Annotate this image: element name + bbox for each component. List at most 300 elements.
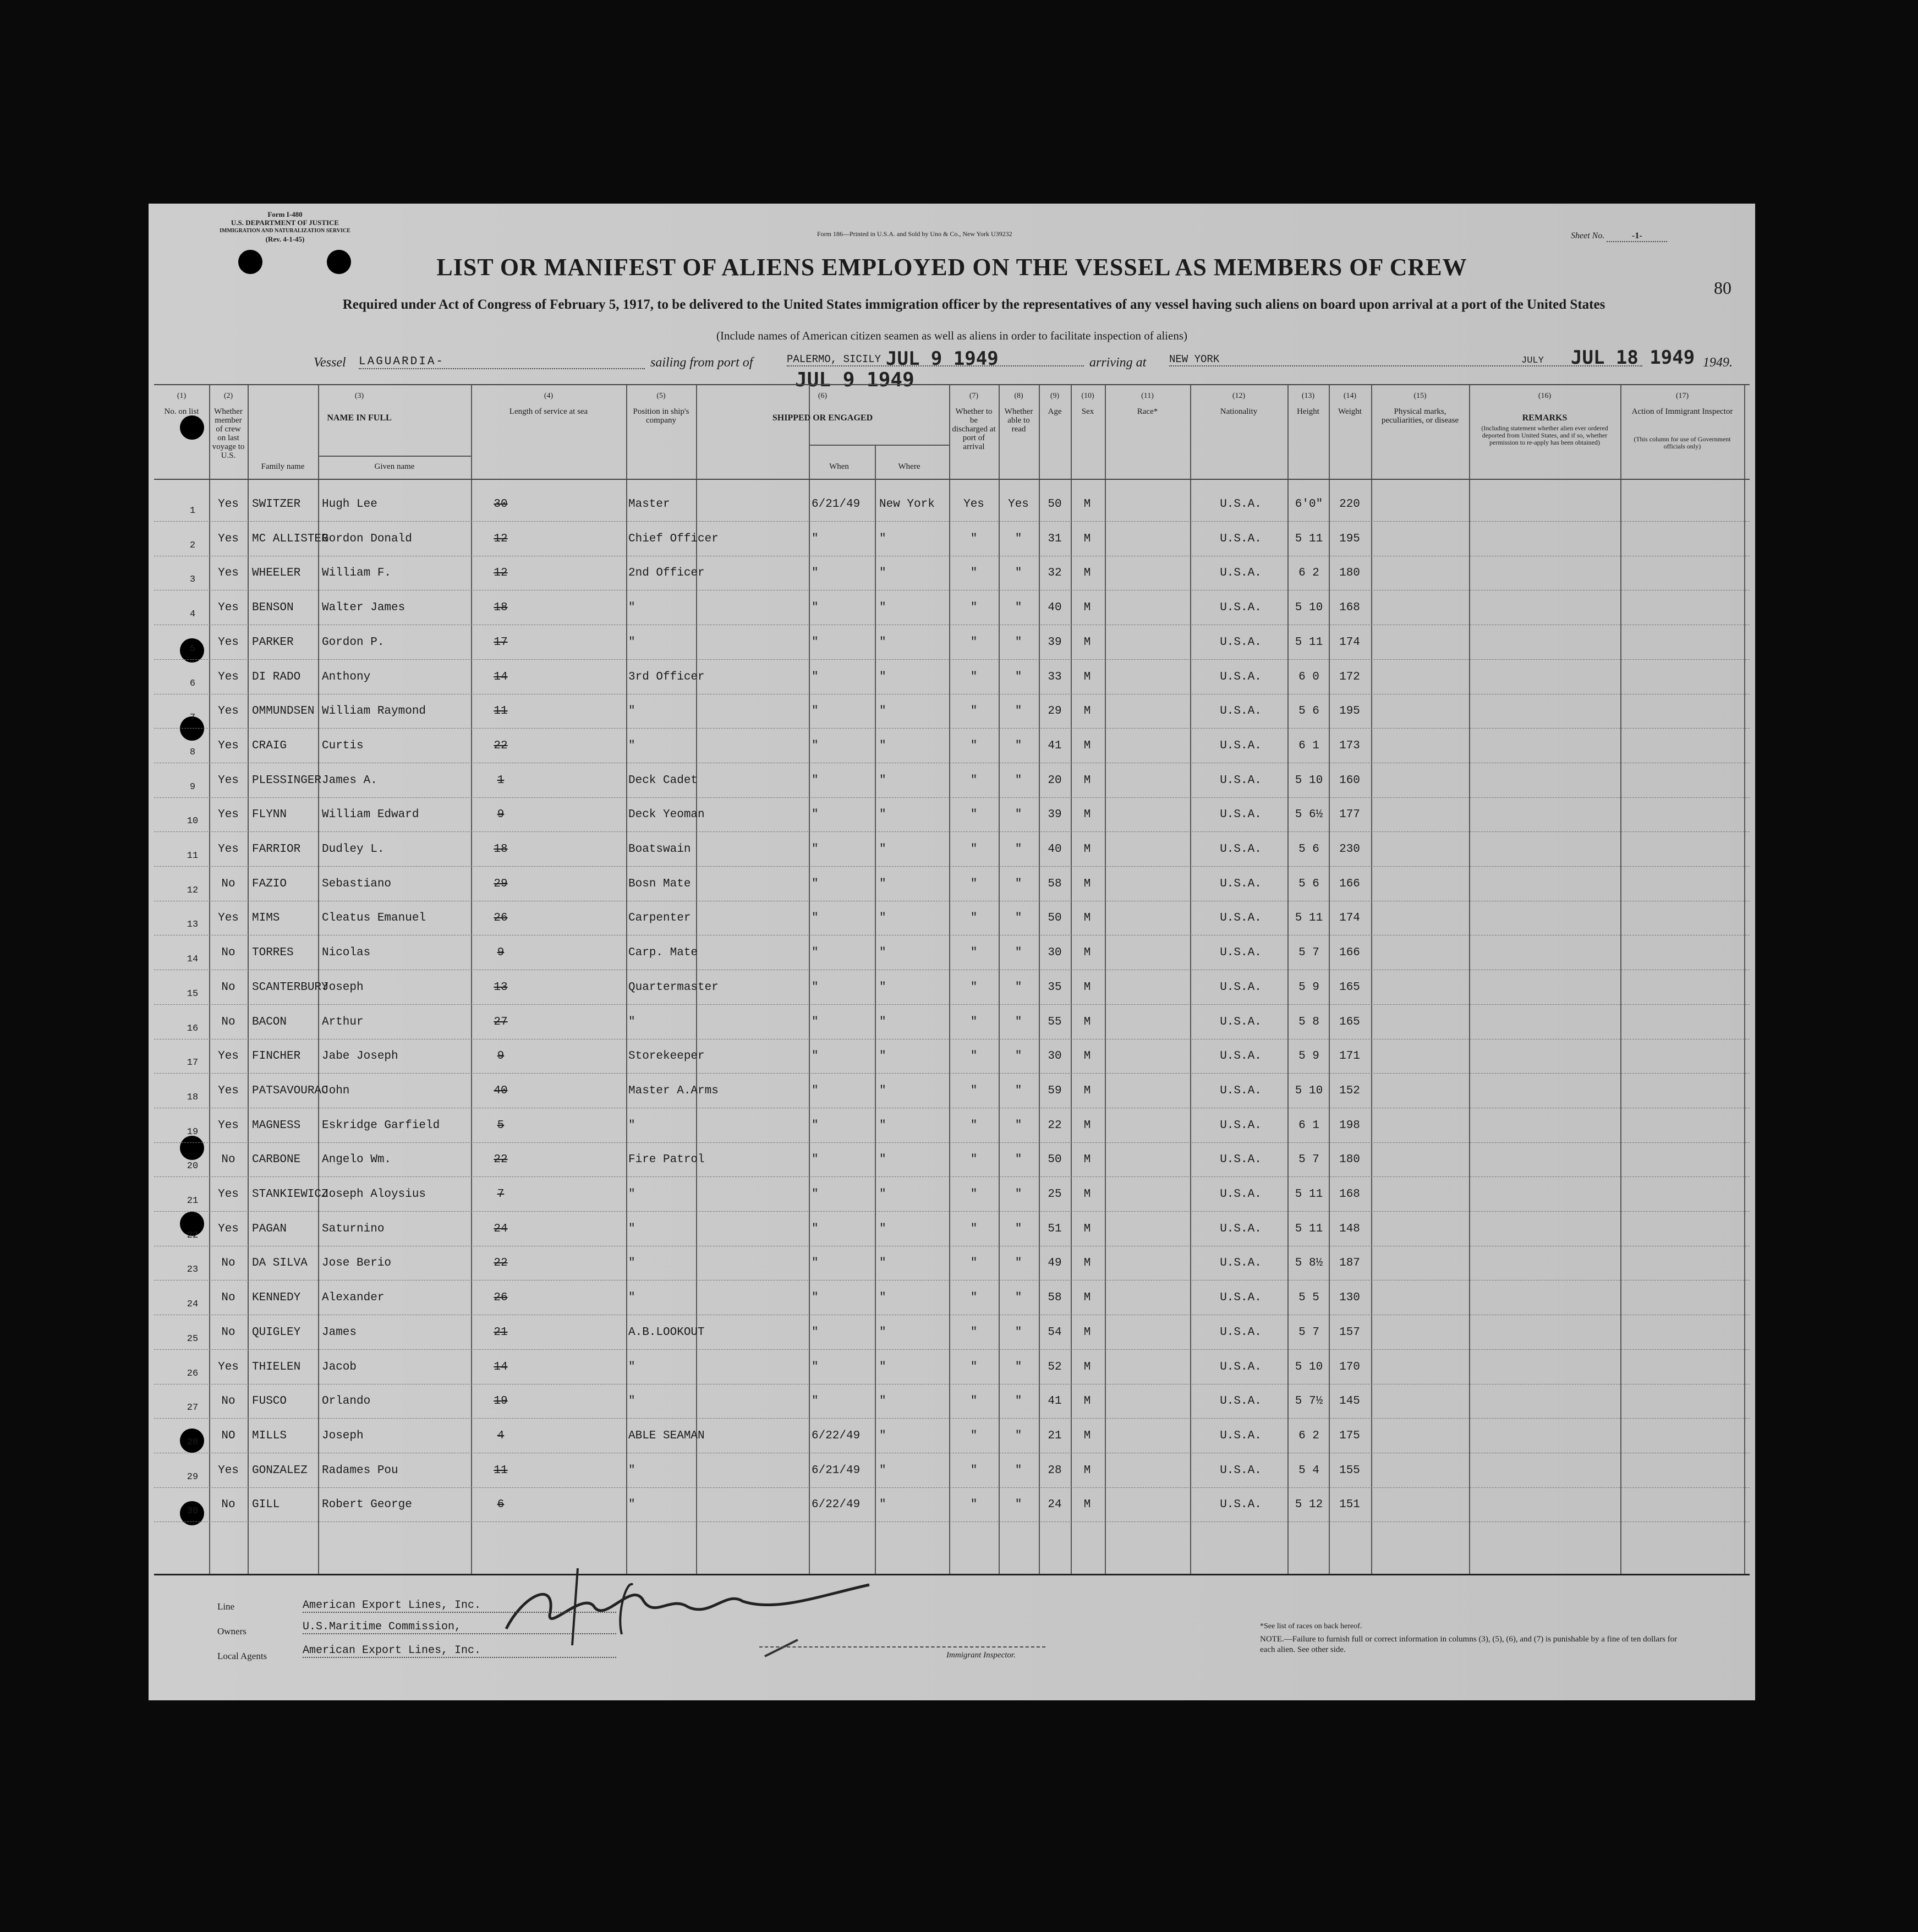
cell-sex: M [1083, 601, 1091, 615]
cell-discharged: " [970, 567, 978, 580]
table-row [154, 1315, 1750, 1350]
cell-when: " [812, 774, 819, 787]
column-number: (5) [656, 392, 666, 400]
cell-prev: Yes [218, 1119, 239, 1132]
inspector-label: Immigrant Inspector. [946, 1651, 1016, 1660]
cell-where: " [879, 1257, 886, 1270]
cell-sex: M [1083, 1360, 1091, 1373]
cell-service: 1 [497, 774, 505, 787]
cell-read: " [1015, 1015, 1022, 1028]
cell-height: 5 11 [1295, 532, 1323, 545]
cell-height: 5 11 [1295, 636, 1323, 649]
cell-when: " [812, 636, 819, 649]
cell-nationality: U.S.A. [1220, 739, 1262, 752]
cell-discharged: " [970, 670, 978, 683]
cell-nationality: U.S.A. [1220, 636, 1262, 649]
cell-no: 4 [189, 609, 196, 620]
cell-nationality: U.S.A. [1220, 981, 1262, 994]
column-number: (9) [1050, 392, 1060, 400]
cell-read: " [1015, 912, 1022, 925]
cell-where: " [879, 1291, 886, 1305]
cell-age: 21 [1048, 1429, 1062, 1442]
cell-age: 39 [1048, 808, 1062, 822]
cell-prev: NO [221, 1429, 235, 1442]
cell-discharged: " [970, 1498, 978, 1512]
cell-height: 5 8 [1298, 1015, 1319, 1028]
cell-service: 26 [494, 1291, 508, 1305]
cell-discharged: " [970, 1188, 978, 1201]
cell-read: " [1015, 1395, 1022, 1408]
cell-service: 18 [494, 601, 508, 615]
cell-weight: 151 [1339, 1498, 1360, 1512]
cell-prev: Yes [218, 1084, 239, 1097]
cell-age: 30 [1048, 1050, 1062, 1063]
footer-agents [217, 1644, 481, 1662]
cell-prev: No [221, 877, 235, 890]
cell-read: " [1015, 1153, 1022, 1167]
cell-discharged: " [970, 532, 978, 545]
column-number: (17) [1675, 392, 1689, 400]
cell-no: 14 [187, 954, 199, 965]
races-note: *See list of races on back hereof. [1260, 1622, 1362, 1630]
cell-position: Deck Cadet [628, 774, 698, 787]
cell-nationality: U.S.A. [1220, 1119, 1262, 1132]
cell-no: 23 [187, 1265, 199, 1276]
cell-service: 27 [494, 1015, 508, 1028]
column-header: SHIPPED OR ENGAGED [772, 413, 873, 423]
cell-prev: No [221, 1153, 235, 1167]
cell-read: " [1015, 808, 1022, 822]
cell-prev: Yes [218, 774, 239, 787]
cell-given: Orlando [322, 1395, 371, 1408]
cell-given: Radames Pou [322, 1464, 398, 1477]
cell-family: FARRIOR [252, 843, 301, 856]
crew-table [154, 384, 1750, 1575]
cell-family: WHEELER [252, 567, 301, 580]
cell-height: 5 10 [1295, 1360, 1323, 1373]
cell-position: " [628, 636, 635, 649]
cell-where: " [879, 1498, 886, 1512]
cell-service: 18 [494, 843, 508, 856]
table-row [154, 1280, 1750, 1315]
cell-where: " [879, 1360, 886, 1373]
cell-nationality: U.S.A. [1220, 843, 1262, 856]
cell-age: 32 [1048, 567, 1062, 580]
cell-discharged: " [970, 981, 978, 994]
column-number: (13) [1301, 392, 1315, 400]
cell-weight: 195 [1339, 705, 1360, 718]
cell-position: Bosn Mate [628, 877, 691, 890]
owners-value: U.S.Maritime Commission, [303, 1621, 616, 1634]
cell-service: 4 [497, 1429, 505, 1442]
cell-discharged: " [970, 1257, 978, 1270]
cell-prev: No [221, 1291, 235, 1305]
cell-no: 28 [187, 1437, 199, 1448]
table-row [154, 1487, 1750, 1522]
cell-when: " [812, 981, 819, 994]
cell-discharged: " [970, 1395, 978, 1408]
cell-age: 50 [1048, 912, 1062, 925]
cell-prev: No [221, 1257, 235, 1270]
cell-where: " [879, 981, 886, 994]
cell-nationality: U.S.A. [1220, 1188, 1262, 1201]
cell-height: 5 7½ [1295, 1395, 1323, 1408]
column-header: No. on list [164, 407, 199, 416]
cell-given: Jacob [322, 1360, 357, 1373]
cell-service: 22 [494, 739, 508, 752]
table-row [154, 590, 1750, 625]
penalty-note: NOTE.—Failure to furnish full or correct information in columns (3), (5), (6), and (7) is punishable by a fine of ten dollars for each alien. See other side. [1260, 1635, 1678, 1654]
column-subheader: (This column for use of Government officials only) [1634, 435, 1731, 450]
cell-no: 22 [187, 1230, 199, 1241]
cell-where: " [879, 1015, 886, 1028]
cell-family: FAZIO [252, 877, 287, 890]
cell-sex: M [1083, 912, 1091, 925]
cell-weight: 175 [1339, 1429, 1360, 1442]
cell-age: 59 [1048, 1084, 1062, 1097]
cell-position: Deck Yeoman [628, 808, 705, 822]
cell-given: Sebastiano [322, 877, 392, 890]
cell-discharged: Yes [963, 498, 984, 511]
cell-read: " [1015, 532, 1022, 545]
cell-where: " [879, 670, 886, 683]
table-row [154, 935, 1750, 970]
cell-prev: Yes [218, 670, 239, 683]
cell-given: William F. [322, 567, 392, 580]
cell-sex: M [1083, 1222, 1091, 1235]
cell-read: " [1015, 1119, 1022, 1132]
cell-nationality: U.S.A. [1220, 1257, 1262, 1270]
cell-weight: 166 [1339, 877, 1360, 890]
cell-height: 6 1 [1298, 739, 1319, 752]
cell-family: MILLS [252, 1429, 287, 1442]
cell-sex: M [1083, 1291, 1091, 1305]
cell-family: PAGAN [252, 1222, 287, 1235]
cell-where: " [879, 774, 886, 787]
cell-family: OMMUNDSEN [252, 705, 315, 718]
cell-given: John [322, 1084, 350, 1097]
cell-when: " [812, 1119, 819, 1132]
cell-discharged: " [970, 946, 978, 960]
table-row [154, 970, 1750, 1005]
cell-when: " [812, 739, 819, 752]
cell-position: " [628, 1360, 635, 1373]
cell-family: PLESSINGER [252, 774, 322, 787]
cell-no: 2 [189, 540, 196, 551]
cell-given: Gordon P. [322, 636, 385, 649]
cell-no: 27 [187, 1403, 199, 1414]
line-value: American Export Lines, Inc. [303, 1599, 616, 1613]
cell-read: " [1015, 1498, 1022, 1512]
cell-sex: M [1083, 636, 1091, 649]
cell-age: 31 [1048, 532, 1062, 545]
cell-given: William Raymond [322, 705, 426, 718]
cell-read: " [1015, 843, 1022, 856]
table-row [154, 1177, 1750, 1212]
cell-nationality: U.S.A. [1220, 946, 1262, 960]
column-header: Whether to be discharged at port of arrival [952, 407, 996, 451]
column-header: Nationality [1220, 407, 1258, 416]
cell-discharged: " [970, 1360, 978, 1373]
cell-no: 17 [187, 1058, 199, 1069]
cell-weight: 198 [1339, 1119, 1360, 1132]
page-note: (Include names of American citizen seamen as well as aliens in order to facilitate inspection of aliens) [716, 329, 1187, 342]
column-header: REMARKS [1522, 413, 1568, 423]
cell-position: Fire Patrol [628, 1153, 705, 1167]
cell-age: 40 [1048, 601, 1062, 615]
cell-where: " [879, 912, 886, 925]
cell-age: 54 [1048, 1326, 1062, 1339]
cell-nationality: U.S.A. [1220, 1222, 1262, 1235]
table-row [154, 660, 1750, 694]
table-row [154, 522, 1750, 556]
cell-discharged: " [970, 1326, 978, 1339]
cell-service: 9 [497, 808, 505, 822]
cell-family: CARBONE [252, 1153, 301, 1167]
cell-nationality: U.S.A. [1220, 808, 1262, 822]
cell-position: " [628, 1119, 635, 1132]
cell-age: 41 [1048, 739, 1062, 752]
cell-nationality: U.S.A. [1220, 1050, 1262, 1063]
cell-age: 58 [1048, 1291, 1062, 1305]
table-row [154, 1419, 1750, 1453]
cell-age: 22 [1048, 1119, 1062, 1132]
cell-discharged: " [970, 1015, 978, 1028]
column-header: Height [1297, 407, 1319, 416]
cell-read: " [1015, 1464, 1022, 1477]
cell-weight: 168 [1339, 601, 1360, 615]
cell-position: " [628, 1498, 635, 1512]
cell-service: 11 [494, 705, 508, 718]
column-subheader: Given name [374, 462, 415, 471]
cell-height: 5 12 [1295, 1498, 1323, 1512]
cell-read: " [1015, 946, 1022, 960]
cell-family: STANKIEWICZ [252, 1188, 328, 1201]
cell-position: " [628, 1188, 635, 1201]
cell-family: BACON [252, 1015, 287, 1028]
cell-nationality: U.S.A. [1220, 877, 1262, 890]
table-row [154, 1246, 1750, 1280]
sheet-label: Sheet No. [1571, 231, 1605, 240]
cell-position: " [628, 1015, 635, 1028]
cell-no: 12 [187, 885, 199, 896]
cell-nationality: U.S.A. [1220, 1498, 1262, 1512]
cell-height: 5 10 [1295, 601, 1323, 615]
cell-where: " [879, 808, 886, 822]
cell-read: " [1015, 670, 1022, 683]
cell-read: " [1015, 1291, 1022, 1305]
cell-service: 26 [494, 912, 508, 925]
table-row [154, 625, 1750, 660]
cell-service: 21 [494, 1326, 508, 1339]
cell-age: 58 [1048, 877, 1062, 890]
cell-family: MIMS [252, 912, 280, 925]
cell-prev: Yes [218, 567, 239, 580]
cell-height: 5 7 [1298, 946, 1319, 960]
cell-service: 11 [494, 1464, 508, 1477]
cell-where: " [879, 1464, 886, 1477]
cell-when: " [812, 567, 819, 580]
cell-when: " [812, 946, 819, 960]
cell-read: " [1015, 636, 1022, 649]
cell-prev: Yes [218, 912, 239, 925]
cell-read: " [1015, 1257, 1022, 1270]
cell-sex: M [1083, 1119, 1091, 1132]
cell-sex: M [1083, 1464, 1091, 1477]
cell-no: 11 [187, 851, 199, 861]
cell-position: Carpenter [628, 912, 691, 925]
cell-given: William Edward [322, 808, 419, 822]
table-row [154, 1453, 1750, 1488]
column-number: (14) [1343, 392, 1357, 400]
cell-where: " [879, 946, 886, 960]
cell-age: 50 [1048, 1153, 1062, 1167]
cell-service: 22 [494, 1257, 508, 1270]
column-header: Race* [1137, 407, 1158, 416]
department: U.S. DEPARTMENT OF JUSTICE [231, 218, 339, 227]
column-subheader: Family name [261, 462, 305, 471]
cell-where: " [879, 877, 886, 890]
table-row [154, 1108, 1750, 1143]
cell-age: 29 [1048, 705, 1062, 718]
cell-position: Storekeeper [628, 1050, 705, 1063]
arrival-month: JULY [1521, 355, 1544, 366]
cell-read: " [1015, 1326, 1022, 1339]
cell-discharged: " [970, 636, 978, 649]
cell-age: 49 [1048, 1257, 1062, 1270]
table-row [154, 1005, 1750, 1039]
cell-when: 6/21/49 [812, 498, 861, 511]
cell-no: 16 [187, 1023, 199, 1034]
table-row [154, 487, 1750, 522]
vessel-name: LAGUARDIA- [359, 355, 645, 369]
cell-sex: M [1083, 739, 1091, 752]
table-row [154, 901, 1750, 935]
cell-height: 5 5 [1298, 1291, 1319, 1305]
cell-no: 30 [187, 1506, 199, 1517]
cell-service: 19 [494, 1395, 508, 1408]
cell-sex: M [1083, 774, 1091, 787]
cell-nationality: U.S.A. [1220, 532, 1262, 545]
column-header: Sex [1081, 407, 1094, 416]
cell-no: 21 [187, 1196, 199, 1206]
cell-given: Eskridge Garfield [322, 1119, 440, 1132]
cell-age: 28 [1048, 1464, 1062, 1477]
cell-where: " [879, 1429, 886, 1442]
cell-prev: No [221, 1498, 235, 1512]
column-number: (15) [1413, 392, 1427, 400]
cell-where: " [879, 636, 886, 649]
cell-age: 30 [1048, 946, 1062, 960]
cell-given: Angelo Wm. [322, 1153, 392, 1167]
cell-position: Master A.Arms [628, 1084, 719, 1097]
cell-sex: M [1083, 1326, 1091, 1339]
cell-prev: Yes [218, 1050, 239, 1063]
cell-weight: 174 [1339, 912, 1360, 925]
cell-height: 6 1 [1298, 1119, 1319, 1132]
cell-height: 5 4 [1298, 1464, 1319, 1477]
cell-where: " [879, 601, 886, 615]
cell-sex: M [1083, 1429, 1091, 1442]
cell-sex: M [1083, 567, 1091, 580]
column-header: Physical marks, peculiarities, or disease [1381, 407, 1459, 425]
table-row [154, 1142, 1750, 1177]
revision: (Rev. 4-1-45) [265, 235, 305, 243]
cell-age: 33 [1048, 670, 1062, 683]
cell-discharged: " [970, 1222, 978, 1235]
cell-nationality: U.S.A. [1220, 1360, 1262, 1373]
column-subheader: Where [898, 462, 920, 471]
cell-age: 50 [1048, 498, 1062, 511]
sailing-label: sailing from port of [650, 355, 753, 370]
cell-family: MAGNESS [252, 1119, 301, 1132]
cell-prev: No [221, 1015, 235, 1028]
cell-height: 6 0 [1298, 670, 1319, 683]
cell-height: 5 8½ [1295, 1257, 1323, 1270]
printer-note: Form 186—Printed in U.S.A. and Sold by Uno & Co., New York U39232 [817, 230, 1012, 238]
cell-weight: 160 [1339, 774, 1360, 787]
column-number: (8) [1014, 392, 1023, 400]
cell-where: " [879, 1222, 886, 1235]
cell-discharged: " [970, 1084, 978, 1097]
cell-where: " [879, 1084, 886, 1097]
table-row [154, 867, 1750, 901]
cell-when: 6/22/49 [812, 1429, 861, 1442]
cell-no: 6 [189, 678, 196, 689]
cell-prev: Yes [218, 705, 239, 718]
cell-service: 17 [494, 636, 508, 649]
cell-read: " [1015, 739, 1022, 752]
footer-line [217, 1599, 481, 1612]
cell-when: " [812, 601, 819, 615]
cell-family: SWITZER [252, 498, 301, 511]
cell-sex: M [1083, 1395, 1091, 1408]
cell-no: 5 [189, 643, 196, 654]
cell-prev: No [221, 981, 235, 994]
cell-sex: M [1083, 1188, 1091, 1201]
cell-service: 29 [494, 877, 508, 890]
cell-weight: 165 [1339, 1015, 1360, 1028]
cell-read: " [1015, 981, 1022, 994]
column-number: (10) [1081, 392, 1094, 400]
cell-family: DA SILVA [252, 1257, 308, 1270]
agents-label: Local Agents [217, 1651, 267, 1661]
cell-no: 24 [187, 1299, 199, 1310]
cell-when: " [812, 1188, 819, 1201]
cell-sex: M [1083, 1498, 1091, 1512]
column-header: Whether able to read [1004, 407, 1033, 434]
column-header: Weight [1338, 407, 1362, 416]
cell-height: 6 2 [1298, 1429, 1319, 1442]
cell-discharged: " [970, 739, 978, 752]
form-id: Form I-480 [267, 210, 303, 218]
cell-prev: No [221, 1326, 235, 1339]
cell-family: DI RADO [252, 670, 301, 683]
cell-weight: 130 [1339, 1291, 1360, 1305]
cell-age: 25 [1048, 1188, 1062, 1201]
cell-when: " [812, 532, 819, 545]
cell-service: 6 [497, 1498, 505, 1512]
cell-when: " [812, 1084, 819, 1097]
cell-service: 9 [497, 1050, 505, 1063]
cell-position: " [628, 1257, 635, 1270]
cell-sex: M [1083, 670, 1091, 683]
cell-given: James [322, 1326, 357, 1339]
column-header: Whether member of crew on last voyage to U.S. [212, 407, 245, 460]
cell-prev: Yes [218, 601, 239, 615]
cell-family: TORRES [252, 946, 294, 960]
cell-given: Jose Berio [322, 1257, 392, 1270]
